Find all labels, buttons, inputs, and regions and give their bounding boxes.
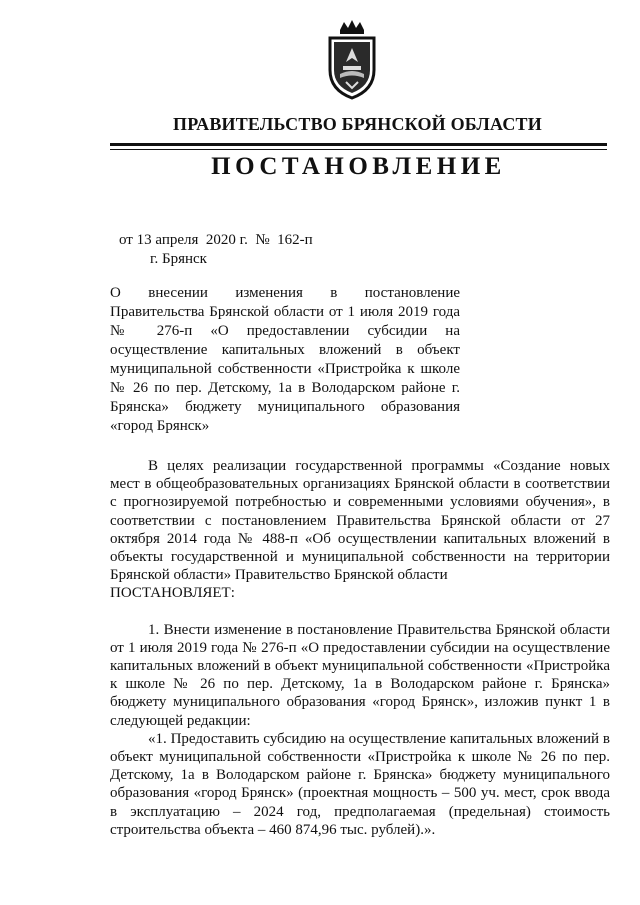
item-1-new-text: «1. Предоставить субсидию на осуществление капитальных вложений в объект муниципальной собственности «Пристройка к школе № 26 по пер. Детскому, 1а в Володарском районе г. Брянска» бюджету муниципального образования «город Брянск» (проектная мощность – 500 уч. мест, срок ввода в эксплуатацию – 2024 год, предполагаемая (предельная) стоимость строительства объекта – 460 874,96 тыс. рублей).». bbox=[110, 730, 610, 838]
item-1-paragraph: 1. Внести изменение в постановление Правительства Брянской области от 1 июля 2019 года № 276-п «О предоставлении субсидии на осуществление капитальных вложений в объект муниципальной собственности «Пристройка к школе № 26 по пер. Детскому, 1а в Володарском районе г. Брянска» бюджету муниципального образования «город Брянск», изложив пункт 1 в следующей редакции: bbox=[110, 621, 610, 729]
resolves-heading: ПОСТАНОВЛЯЕТ: bbox=[110, 585, 235, 602]
document-body bbox=[110, 457, 610, 839]
document-city: г. Брянск bbox=[150, 251, 207, 267]
header-rule-thin bbox=[110, 149, 607, 150]
document-date-number: от 13 апреля 2020 г. № 162-п bbox=[119, 232, 313, 248]
coat-of-arms-icon bbox=[326, 18, 378, 102]
document-type-title: ПОСТАНОВЛЕНИЕ bbox=[211, 153, 506, 180]
government-name: ПРАВИТЕЛЬСТВО БРЯНСКОЙ ОБЛАСТИ bbox=[173, 114, 542, 134]
document-subject: О внесении изменения в постановление Правительства Брянской области от 1 июля 2019 года № 276-п «О предоставлении субсидии на осуществление капитальных вложений в объект муниципальной собственности «Пристройка к школе № 26 по пер. Детскому, 1а в Володарском районе г. Брянска» бюджету муниципального образования «город Брянск» bbox=[110, 285, 460, 434]
preamble-paragraph: В целях реализации государственной программы «Создание новых мест в общеобразовательных организациях Брянской области в соответствии с прогнозируемой потребностью и современными условиями обучения», в соответствии с постановлением Правительства Брянской области от 27 октября 2014 года № 488-п «Об осуществлении капитальных вложений в объекты государственной и муниципальной собственности на территории Брянской области» Правительство Брянской области bbox=[110, 458, 610, 584]
paragraph-gap bbox=[110, 603, 610, 621]
header-rule-thick bbox=[110, 143, 607, 146]
